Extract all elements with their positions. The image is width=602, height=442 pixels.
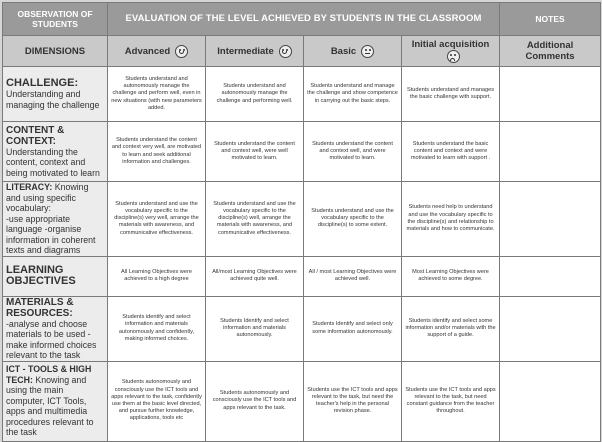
rubric-cell: Students understand and use the vocabulary specific to the discipline(s) to some extent.	[304, 182, 402, 257]
rubric-row-learning-objectives	[3, 256, 601, 296]
level-label: Intermediate	[217, 45, 274, 57]
comment-cell	[500, 122, 601, 182]
rubric-cell: Students Identify and select only some information autonomously.	[304, 296, 402, 361]
rubric-cell: Students use the ICT tools and apps relevant to the task, but need the teacher's help in the personal revision phase.	[304, 361, 402, 441]
dimension-title-rest: Knowing and using specific vocabulary:	[6, 182, 89, 213]
rubric-cell: Students understand and manages the basic challenge with support.	[402, 67, 500, 122]
rubric-row-literacy	[3, 182, 601, 257]
dimension-description: Understanding and managing the challenge	[6, 89, 100, 110]
rubric-cell: Students understand the content and context well, and were motivated to learn.	[304, 122, 402, 182]
rubric-cell: Students understand the content and context well, were well motivated to learn.	[206, 122, 304, 182]
evaluation-header: EVALUATION OF THE LEVEL ACHIEVED BY STUDENTS IN THE CLASSROOM	[108, 3, 500, 36]
dimension-title: CONTENT & CONTEXT:	[6, 124, 65, 147]
rubric-cell: Students identify and select information and materials autonomously and confidently, making informed choices.	[108, 296, 206, 361]
rubric-cell: All Learning Objectives were achieved to a high degree	[108, 256, 206, 296]
dimension-cell	[3, 122, 108, 182]
dimension-cell	[3, 182, 108, 257]
rubric-cell: Students understand and use the vocabulary specific to the discipline(s) well, arrange the materials with awareness, and communicative effectiveness.	[206, 182, 304, 257]
dimension-description: Understanding the content, context and being motivated to learn	[6, 146, 100, 178]
dimension-title: LITERACY:	[6, 182, 53, 192]
comment-cell	[500, 296, 601, 361]
smiling-face-icon	[279, 45, 292, 58]
rubric-cell: Students identify and select some information and/or materials with the support of a guide.	[402, 296, 500, 361]
header-row	[3, 3, 601, 36]
rubric-cell: All/most Learning Objectives were achieved quite well.	[206, 256, 304, 296]
comment-cell	[500, 361, 601, 441]
observation-header: OBSERVATION OF STUDENTS	[3, 3, 108, 36]
rubric-container	[2, 2, 600, 438]
rubric-cell: Students understand and use the vocabulary specific to the discipline(s) very well, arrange the materials with awareness, and communicative effectiveness.	[108, 182, 206, 257]
rubric-row-ict	[3, 361, 601, 441]
level-basic-header	[304, 36, 402, 67]
level-label: Initial acquisition	[411, 38, 490, 50]
rubric-cell: Most Learning Objectives were achieved to some degree.	[402, 256, 500, 296]
notes-header: NOTES	[500, 3, 601, 36]
rubric-cell: All / most Learning Objectives were achieved well.	[304, 256, 402, 296]
comment-cell	[500, 67, 601, 122]
rubric-cell: Students use the ICT tools and apps relevant to the task, but need constant guidance from the teacher throughout.	[402, 361, 500, 441]
level-advanced-header	[108, 36, 206, 67]
rubric-cell: Students autonomously and consciously use the ICT tools and apps relevant to the task, confidently use them at the basic level directed, and pursue further knowledge, applications, tools etc	[108, 361, 206, 441]
rubric-cell: Students understand and autonomously manage the challenge and perform well, even in new situations (with new parameters added.	[108, 67, 206, 122]
dimension-heading	[6, 182, 104, 214]
dimension-cell	[3, 296, 108, 361]
rubric-cell: Students need help to understand and use the vocabulary specific to the discipline(s) and relationship to materials and how to communicate.	[402, 182, 500, 257]
dimension-cell	[3, 256, 108, 296]
dimension-cell	[3, 67, 108, 122]
subheader-row	[3, 36, 601, 67]
neutral-face-icon	[361, 45, 374, 58]
dimension-heading	[6, 364, 104, 438]
evaluation-rubric-table	[2, 2, 601, 442]
dimension-title: MATERIALS & RESOURCES:	[6, 296, 74, 319]
happy-face-icon	[175, 45, 188, 58]
comment-cell	[500, 256, 601, 296]
additional-comments-header: Additional Comments	[500, 36, 601, 67]
dimension-title: CHALLENGE:	[6, 77, 79, 89]
rubric-cell: Students understand and manage the challenge and show competence in carrying out the basic steps.	[304, 67, 402, 122]
dimension-description: -analyse and choose materials to be used -make informed choices relevant to the task	[6, 318, 97, 360]
level-label: Basic	[330, 45, 357, 57]
level-intermediate-header	[206, 36, 304, 67]
rubric-cell: Students autonomously and consciously use the ICT tools and apps relevant to the task.	[206, 361, 304, 441]
dimension-description: -use appropriate language -organise information in coherent texts and diagrams	[6, 213, 96, 255]
level-label: Advanced	[124, 45, 171, 57]
rubric-row-challenge	[3, 67, 601, 122]
dimensions-header: DIMENSIONS	[3, 36, 108, 67]
level-initial-header	[402, 36, 500, 67]
dimension-title: ICT - TOOLS & HIGH TECH:	[6, 364, 92, 385]
rubric-row-content-context	[3, 122, 601, 182]
sad-face-icon	[447, 50, 460, 63]
dimension-title: LEARNING OBJECTIVES	[6, 264, 76, 287]
dimension-cell	[3, 361, 108, 441]
dimension-title-rest: Knowing and using the main computer, ICT Tools, apps and multimedia procedures relevant to the task	[6, 374, 94, 438]
comment-cell	[500, 182, 601, 257]
rubric-cell: Students understand the basic content and context and were motivated to learn with support .	[402, 122, 500, 182]
rubric-cell: Students Identify and select information and materials autonomously.	[206, 296, 304, 361]
rubric-row-materials-resources	[3, 296, 601, 361]
rubric-cell: Students understand and autonomously manage the challenge and performing well.	[206, 67, 304, 122]
rubric-cell: Students understand the content and context very well, are motivated to learn and seek additional information and challenges.	[108, 122, 206, 182]
